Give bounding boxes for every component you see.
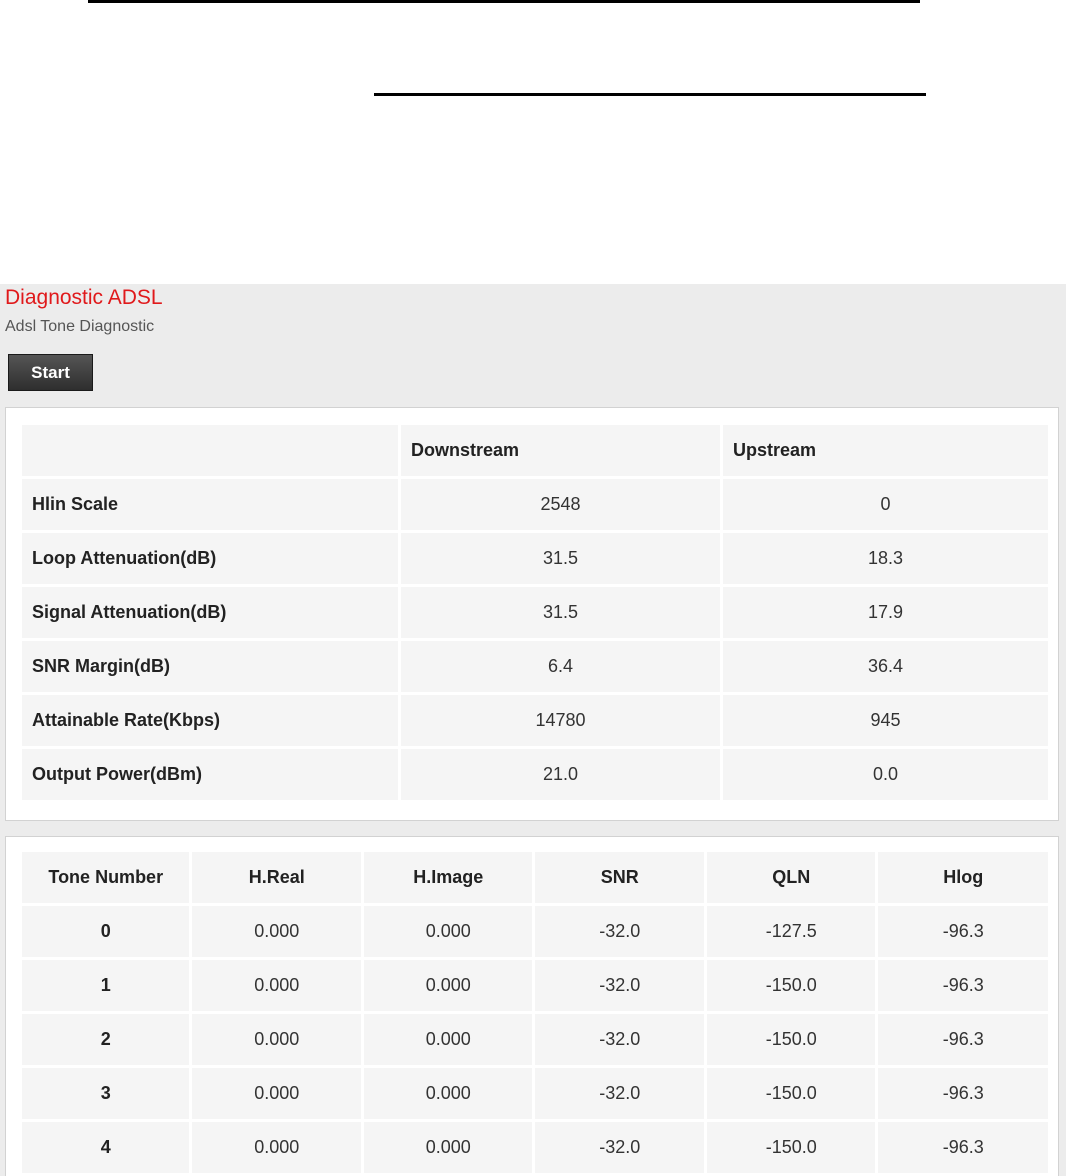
qln-value: -127.5 <box>707 906 876 957</box>
qln-value: -150.0 <box>707 1122 876 1173</box>
tone-header-snr: SNR <box>535 852 704 903</box>
summary-row-snr-margin <box>22 641 1048 692</box>
qln-value: -150.0 <box>707 1014 876 1065</box>
downstream-value: 21.0 <box>401 749 720 800</box>
summary-header-blank <box>22 425 398 476</box>
snr-value: -32.0 <box>535 1068 704 1119</box>
divider-line-top <box>88 0 920 3</box>
qln-value: -150.0 <box>707 960 876 1011</box>
tone-number: 3 <box>22 1068 189 1119</box>
snr-value: -32.0 <box>535 960 704 1011</box>
table-row <box>22 1014 1048 1065</box>
page-subtitle: Adsl Tone Diagnostic <box>5 318 155 335</box>
hlog-value: -96.3 <box>878 960 1048 1011</box>
row-label: Attainable Rate(Kbps) <box>22 695 398 746</box>
hlog-value: -96.3 <box>878 1122 1048 1173</box>
diagnostic-panel <box>0 284 1066 1176</box>
table-row <box>22 1122 1048 1173</box>
row-label: Loop Attenuation(dB) <box>22 533 398 584</box>
tone-number: 4 <box>22 1122 189 1173</box>
hlog-value: -96.3 <box>878 1068 1048 1119</box>
downstream-value: 31.5 <box>401 587 720 638</box>
h-image-value: 0.000 <box>364 960 533 1011</box>
tone-number: 2 <box>22 1014 189 1065</box>
tone-header-row <box>22 852 1048 903</box>
downstream-value: 2548 <box>401 479 720 530</box>
tone-box <box>5 836 1059 1176</box>
table-row <box>22 906 1048 957</box>
h-real-value: 0.000 <box>192 906 361 957</box>
h-real-value: 0.000 <box>192 960 361 1011</box>
h-image-value: 0.000 <box>364 1014 533 1065</box>
row-label: Hlin Scale <box>22 479 398 530</box>
start-button[interactable]: Start <box>8 354 93 391</box>
summary-header-row <box>22 425 1048 476</box>
summary-header-downstream: Downstream <box>401 425 720 476</box>
downstream-value: 14780 <box>401 695 720 746</box>
tone-number: 0 <box>22 906 189 957</box>
table-row <box>22 1068 1048 1119</box>
qln-value: -150.0 <box>707 1068 876 1119</box>
upstream-value: 0 <box>723 479 1048 530</box>
h-image-value: 0.000 <box>364 1122 533 1173</box>
summary-row-signal-attenuation <box>22 587 1048 638</box>
downstream-value: 31.5 <box>401 533 720 584</box>
h-image-value: 0.000 <box>364 1068 533 1119</box>
row-label: Signal Attenuation(dB) <box>22 587 398 638</box>
upstream-value: 0.0 <box>723 749 1048 800</box>
summary-row-loop-attenuation <box>22 533 1048 584</box>
tone-header-qln: QLN <box>707 852 876 903</box>
h-real-value: 0.000 <box>192 1068 361 1119</box>
hlog-value: -96.3 <box>878 906 1048 957</box>
upstream-value: 36.4 <box>723 641 1048 692</box>
h-real-value: 0.000 <box>192 1122 361 1173</box>
tone-header-h-image: H.Image <box>364 852 533 903</box>
downstream-value: 6.4 <box>401 641 720 692</box>
tone-number: 1 <box>22 960 189 1011</box>
snr-value: -32.0 <box>535 1014 704 1065</box>
upstream-value: 945 <box>723 695 1048 746</box>
summary-row-hlin-scale <box>22 479 1048 530</box>
tone-header-tone-number: Tone Number <box>22 852 189 903</box>
upstream-value: 17.9 <box>723 587 1048 638</box>
summary-box <box>5 407 1059 821</box>
summary-table <box>19 422 1051 803</box>
table-row <box>22 960 1048 1011</box>
summary-row-attainable-rate <box>22 695 1048 746</box>
upstream-value: 18.3 <box>723 533 1048 584</box>
snr-value: -32.0 <box>535 1122 704 1173</box>
hlog-value: -96.3 <box>878 1014 1048 1065</box>
divider-line-middle <box>374 93 926 96</box>
tone-header-hlog: Hlog <box>878 852 1048 903</box>
snr-value: -32.0 <box>535 906 704 957</box>
h-real-value: 0.000 <box>192 1014 361 1065</box>
h-image-value: 0.000 <box>364 906 533 957</box>
page-title: Diagnostic ADSL <box>5 286 163 309</box>
tone-header-h-real: H.Real <box>192 852 361 903</box>
row-label: Output Power(dBm) <box>22 749 398 800</box>
summary-row-output-power <box>22 749 1048 800</box>
summary-header-upstream: Upstream <box>723 425 1048 476</box>
row-label: SNR Margin(dB) <box>22 641 398 692</box>
tone-table <box>19 849 1051 1176</box>
